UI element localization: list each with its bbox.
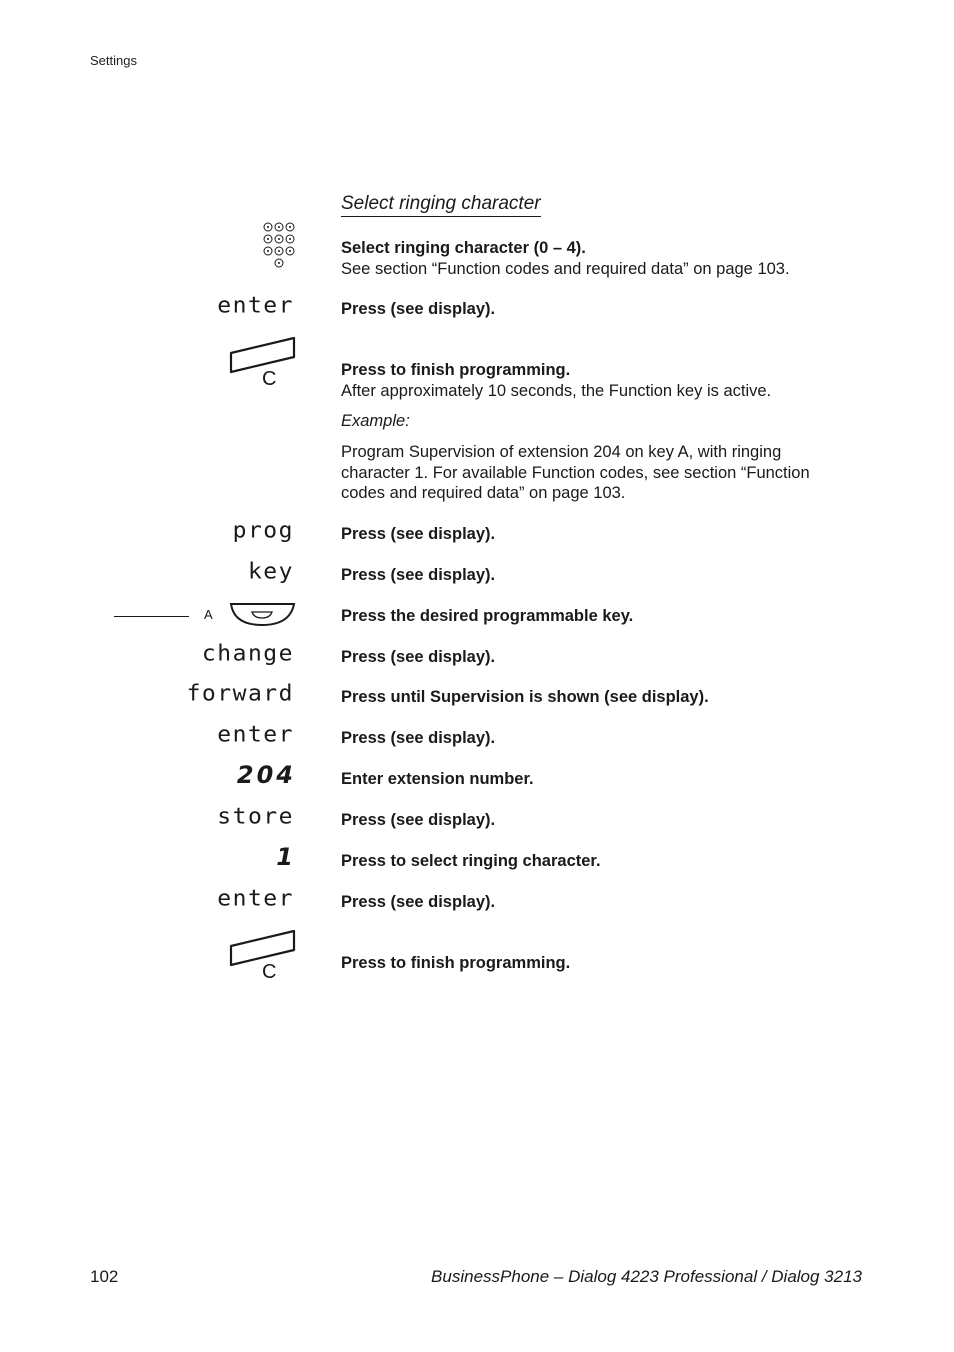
section-title: Select ringing character [341, 193, 541, 217]
display-store[interactable]: store [217, 804, 294, 830]
step-text: Press (see display). [341, 566, 496, 584]
step-press-enter [341, 299, 861, 320]
footer-doc-title: BusinessPhone – Dialog 4223 Professional / Dialog 3213 [431, 1267, 862, 1286]
programmable-key-label: A [204, 607, 213, 622]
step-text: Press until Supervision is shown (see display). [341, 688, 709, 706]
step-enter-extension [341, 769, 861, 790]
digits-extension[interactable]: 204 [236, 761, 296, 789]
step-text: Press to select ringing character. [341, 852, 601, 870]
step-select-ringing [341, 238, 861, 279]
keypad-icon [260, 222, 298, 272]
clear-key-label: C [262, 961, 277, 983]
step-text: Press (see display). [341, 525, 496, 543]
programmable-key-icon[interactable] [228, 601, 298, 629]
step-press-enter [341, 892, 861, 913]
step-finish-programming [341, 953, 861, 974]
step-text: Select ringing character (0 – 4). [341, 239, 586, 257]
example-text: Program Supervision of extension 204 on key A, with ringing character 1. For available Function codes, see section “Function codes and required data” on page 103. [341, 443, 810, 502]
display-enter[interactable]: enter [217, 722, 294, 748]
clear-key-label: C [262, 368, 277, 390]
example-label: Example: [341, 412, 410, 430]
display-enter[interactable]: enter [217, 886, 294, 912]
step-text: Press (see display). [341, 893, 496, 911]
digit-ringing-character[interactable]: 1 [276, 843, 296, 871]
step-text: Press to finish programming. [341, 954, 571, 972]
step-text: Press (see display). [341, 648, 496, 666]
pointer-line [114, 616, 189, 617]
step-press-store [341, 810, 861, 831]
step-press-enter [341, 728, 861, 749]
step-subtext: See section “Function codes and required data” on page 103. [341, 259, 790, 278]
display-change[interactable]: change [201, 641, 294, 667]
step-text: Press to finish programming. [341, 361, 571, 379]
running-header: Settings [90, 53, 137, 68]
step-text: Press (see display). [341, 729, 496, 747]
step-subtext: After approximately 10 seconds, the Function key is active. [341, 381, 772, 400]
display-prog[interactable]: prog [232, 518, 294, 544]
step-text: Press (see display). [341, 811, 496, 829]
step-press-prog [341, 524, 861, 545]
page-number: 102 [90, 1267, 119, 1286]
step-select-ringing-character [341, 851, 861, 872]
display-enter[interactable]: enter [217, 293, 294, 319]
display-forward[interactable]: forward [186, 681, 294, 707]
step-press-key [341, 565, 861, 586]
step-press-change [341, 647, 861, 668]
step-press-programmable-key [341, 606, 861, 627]
step-text: Press (see display). [341, 300, 496, 318]
display-key[interactable]: key [247, 559, 294, 585]
step-press-forward [341, 687, 861, 708]
step-finish-programming [341, 360, 861, 401]
step-text: Press the desired programmable key. [341, 607, 634, 625]
step-text: Enter extension number. [341, 770, 534, 788]
